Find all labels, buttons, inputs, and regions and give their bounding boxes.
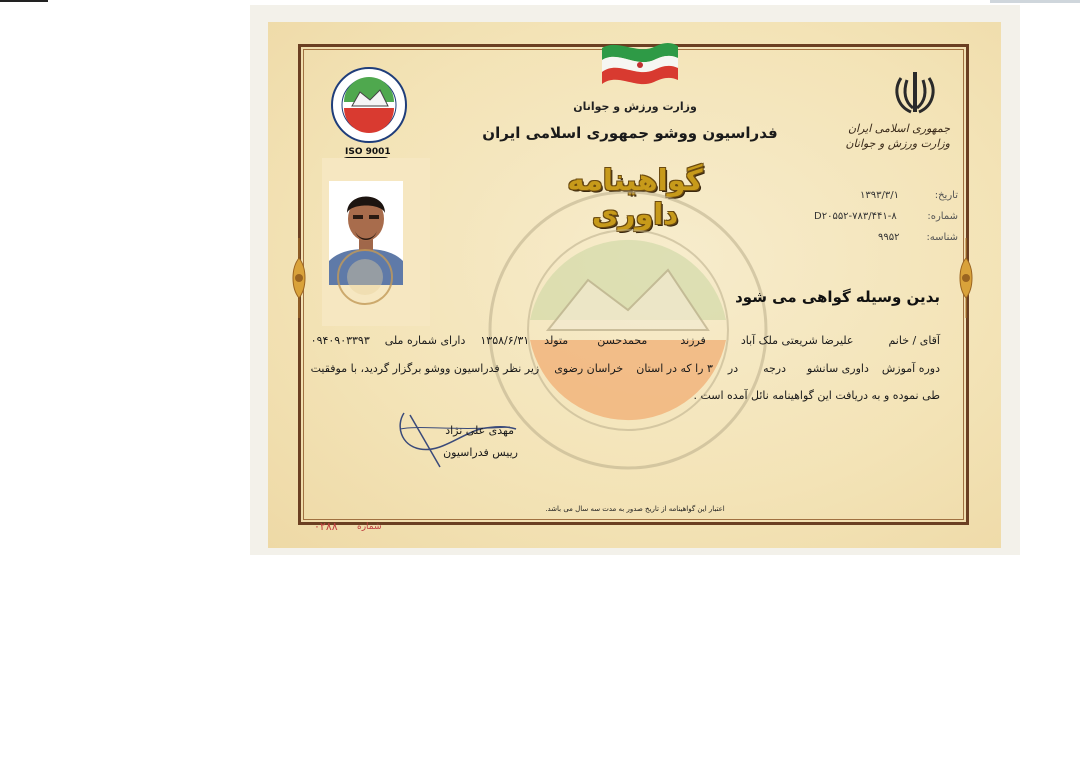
national-id: ۰۹۴۰۹۰۳۳۹۳ (310, 334, 370, 347)
iran-flag-icon (598, 34, 680, 86)
serial-number: ۰۲۸۸ (314, 520, 338, 533)
body-line-1 (298, 334, 940, 347)
body-line-3: طی نموده و به دریافت این گواهینامه نائل آمده است . (693, 389, 940, 402)
validity-footnote: اعتبار این گواهینامه از تاریخ صدور به مدت سه سال می باشد. (545, 505, 725, 513)
holder-name: علیرضا شریعتی ملک آباد (740, 334, 854, 347)
serial-label: شماره (357, 522, 382, 532)
ministry-name: وزارت ورزش و جوانان (573, 100, 697, 113)
signature-icon (390, 405, 520, 475)
wushu-federation-logo-icon (330, 66, 408, 144)
birth-date: ۱۳۵۸/۶/۳۱ (480, 334, 530, 347)
certificate-title: گواهینامه داوری (567, 163, 703, 231)
iso-certification-text: ISO 9001 (345, 147, 391, 157)
federation-name: فدراسیون ووشو جمهوری اسلامی ایران (482, 124, 778, 142)
scan-edge-mark (990, 0, 1080, 3)
number-label: شماره: (927, 211, 958, 222)
degree-value: ۳ (706, 362, 713, 375)
id-label: شناسه: (926, 232, 958, 243)
born-label: متولد (544, 334, 569, 347)
signatory-title: رییس فدراسیون (443, 446, 518, 459)
photo-stamp-icon (333, 247, 397, 307)
child-of-label: فرزند (680, 334, 706, 347)
province-name: خراسان رضوی (554, 362, 624, 375)
degree-label: درجه (763, 362, 787, 375)
course-name: داوری سانشو (807, 362, 869, 375)
date-label: تاریخ: (934, 190, 958, 201)
province-intro: را که در استان (636, 362, 704, 375)
government-line-2: وزارت ورزش و جوانان (845, 137, 950, 150)
id-value: ۹۹۵۲ (878, 232, 900, 243)
signatory-name: مهدی علی نژاد (445, 424, 514, 437)
in-label: در (727, 362, 739, 375)
federation-watermark-icon (478, 180, 778, 480)
side-ornament-icon (955, 238, 977, 318)
iran-emblem-icon (893, 70, 937, 116)
proclamation-text: بدین وسیله گواهی می شود (735, 288, 940, 306)
number-value: D۲۰۵۵۲-۷۸۳/۴۴۱-۸ (814, 211, 897, 222)
course-rest: زیر نظر فدراسیون ووشو برگزار گردید، با موفقیت (310, 362, 540, 375)
government-line-1: جمهوری اسلامی ایران (847, 122, 950, 135)
course-label: دوره آموزش (881, 362, 940, 375)
father-name: محمدحسن (597, 334, 648, 347)
side-ornament-icon (288, 238, 310, 318)
scan-edge-mark (0, 0, 48, 2)
date-value: ۱۳۹۳/۳/۱ (860, 190, 899, 201)
body-line-2 (298, 362, 940, 375)
national-id-label: دارای شماره ملی (384, 334, 466, 347)
title-label: آقای / خانم (888, 334, 940, 347)
